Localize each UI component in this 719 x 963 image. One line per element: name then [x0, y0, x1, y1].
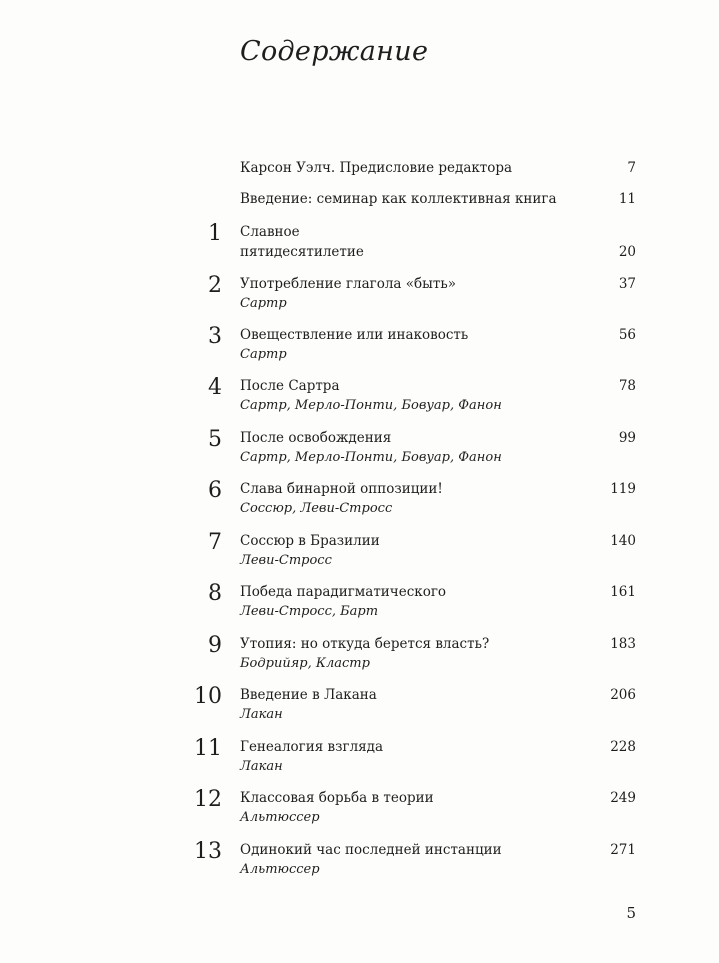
entry-text [240, 376, 636, 416]
chapter-title: После Сартра [240, 378, 340, 394]
chapter-authors: Лакан [240, 707, 283, 722]
entry-text [240, 582, 636, 622]
entry-text [240, 428, 636, 468]
chapter-title: Слава бинарной оппозиции! [240, 481, 443, 497]
entry-page-number: 20 [618, 244, 636, 260]
entry-text [240, 788, 636, 828]
chapter-title: пятидесятилетие [240, 244, 364, 260]
entry-page-number: 119 [610, 481, 636, 497]
chapter-number: 9 [208, 633, 222, 658]
chapter-number: 8 [208, 581, 222, 606]
entry-text [240, 274, 636, 314]
chapter-title: Славное [240, 224, 300, 240]
chapter-authors: Бодрийяр, Кластр [240, 656, 370, 671]
entry-text [240, 189, 636, 209]
chapter-title: Генеалогия взгляда [240, 739, 384, 755]
entry-text [240, 840, 636, 880]
chapter-authors: Сартр, Мерло-Понти, Бовуар, Фанон [240, 398, 502, 413]
chapter-number: 1 [208, 221, 222, 246]
entry-text [240, 685, 636, 725]
chapter-authors: Сартр [240, 347, 287, 362]
chapter-title: После освобождения [240, 430, 392, 446]
chapter-number: 6 [208, 478, 222, 503]
entry-page-number: 183 [610, 636, 636, 652]
chapter-title: Классовая борьба в теории [240, 790, 434, 806]
entry-page-number: 161 [610, 584, 636, 600]
chapter-number: 5 [208, 427, 222, 452]
entry-page-number: 206 [610, 687, 636, 703]
entry-page-number: 140 [610, 533, 636, 549]
page-title: Содержание [240, 36, 429, 67]
chapter-title: Овеществление или инаковость [240, 327, 469, 343]
chapter-number: 3 [208, 324, 222, 349]
page-number: 5 [626, 904, 636, 922]
chapter-title: Соссюр в Бразилии [240, 533, 380, 549]
chapter-number: 7 [208, 530, 222, 555]
entry-page-number: 99 [618, 430, 636, 446]
chapter-title: Введение в Лакана [240, 687, 377, 703]
entry-text [240, 222, 636, 262]
chapter-number: 13 [194, 839, 222, 864]
chapter-authors: Альтюссер [240, 810, 320, 825]
chapter-title: Утопия: но откуда берется власть? [240, 636, 490, 652]
chapter-authors: Лакан [240, 759, 283, 774]
chapter-authors: Альтюссер [240, 862, 320, 877]
chapter-number: 10 [194, 684, 222, 709]
chapter-authors: Сартр [240, 296, 287, 311]
chapter-title: Победа парадигматического [240, 584, 447, 600]
entry-text [240, 737, 636, 777]
chapter-authors: Сартр, Мерло-Понти, Бовуар, Фанон [240, 450, 502, 465]
chapter-number: 2 [208, 273, 222, 298]
entry-text [240, 634, 636, 674]
entry-page-number: 228 [610, 739, 636, 755]
entry-page-number: 37 [618, 276, 636, 292]
chapter-number: 12 [194, 787, 222, 812]
chapter-number: 4 [208, 375, 222, 400]
chapter-authors: Леви-Стросс [240, 553, 332, 568]
entry-text [240, 479, 636, 519]
entry-page-number: 56 [618, 327, 636, 343]
chapter-title: Употребление глагола «быть» [240, 276, 456, 292]
entry-page-number: 11 [618, 191, 636, 207]
chapter-number: 11 [194, 736, 222, 761]
entry-text [240, 158, 636, 178]
entry-page-number: 7 [627, 160, 636, 176]
chapter-title: Введение: семинар как коллективная книга [240, 191, 557, 207]
entry-text [240, 325, 636, 365]
entry-page-number: 249 [610, 790, 636, 806]
chapter-authors: Соссюр, Леви-Стросс [240, 501, 393, 516]
chapter-authors: Леви-Стросс, Барт [240, 604, 379, 619]
entry-text [240, 531, 636, 571]
chapter-title: Одинокий час последней инстанции [240, 842, 502, 858]
chapter-title: Карсон Уэлч. Предисловие редактора [240, 160, 513, 176]
entry-page-number: 78 [618, 378, 636, 394]
entry-page-number: 271 [610, 842, 636, 858]
